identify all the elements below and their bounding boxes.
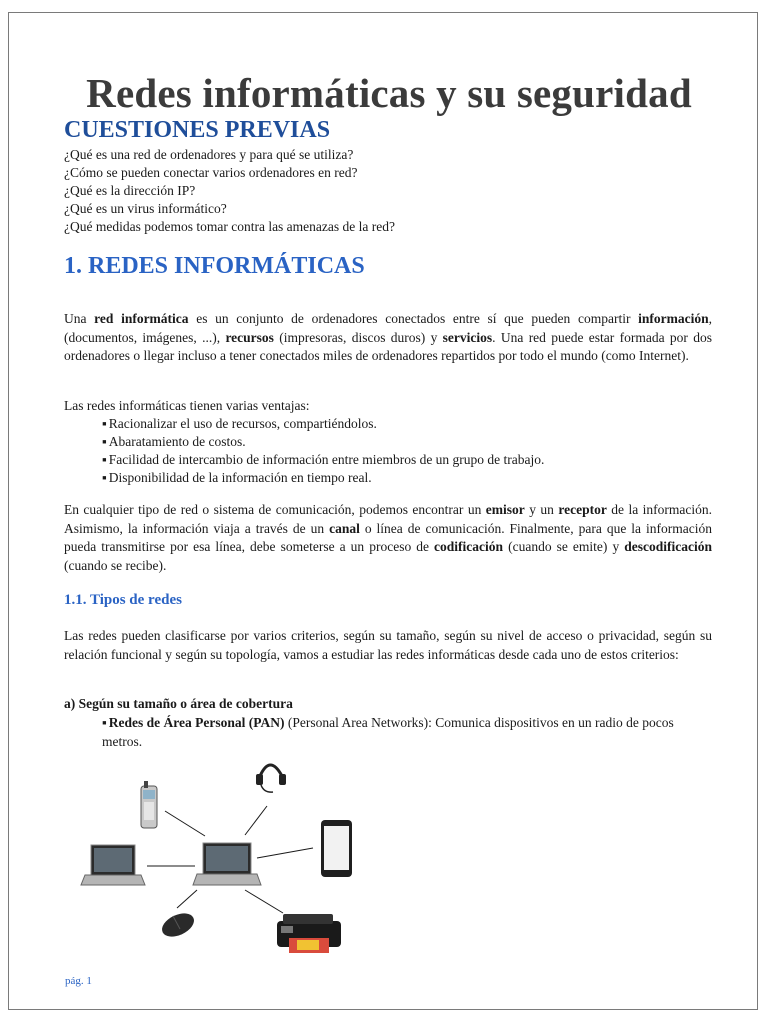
pan-network-diagram: [77, 748, 377, 963]
smartphone-icon: [321, 820, 352, 877]
question-item: ¿Qué es una red de ordenadores y para qué se utiliza?: [64, 147, 354, 162]
previous-questions-heading: CUESTIONES PREVIAS: [64, 117, 331, 143]
question-item: ¿Cómo se pueden conectar varios ordenadores en red?: [64, 165, 358, 180]
page-title: Redes informáticas y su seguridad: [86, 70, 692, 116]
headset-icon: [256, 765, 286, 792]
cordless-phone-icon: [141, 781, 157, 828]
advantages-intro: Las redes informáticas tienen varias ventajas:: [64, 398, 310, 413]
pan-description: ▪ Redes de Área Personal (PAN) (Personal Area Networks): Comunica dispositivos en un radio de pocos metros.: [102, 714, 712, 751]
question-item: ¿Qué medidas podemos tomar contra las amenazas de la red?: [64, 219, 395, 234]
advantage-item: ▪ Abaratamiento de costos.: [102, 433, 544, 451]
advantage-item: ▪ Facilidad de intercambio de información entre miembros de un grupo de trabajo.: [102, 451, 544, 469]
laptop-center-icon: [193, 843, 261, 885]
section-1-heading: 1. REDES INFORMÁTICAS: [64, 253, 365, 279]
laptop-left-icon: [81, 845, 145, 885]
printer-icon: [277, 914, 341, 953]
advantage-item: ▪ Racionalizar el uso de recursos, compartiéndolos.: [102, 415, 544, 433]
question-item: ¿Qué es la dirección IP?: [64, 183, 196, 198]
question-item: ¿Qué es un virus informático?: [64, 201, 227, 216]
section-1-1-heading: 1.1. Tipos de redes: [64, 592, 182, 608]
document-page: [8, 12, 758, 1010]
mouse-icon: [158, 909, 197, 941]
communication-paragraph: En cualquier tipo de red o sistema de comunicación, podemos encontrar un emisor y un receptor de la información. Asimismo, la información viaja a través de un canal o línea de comunicación. Finalmente, para que la información pueda transmitirse por esa línea, debe someterse a un proceso de codificación (cuando se emite) y descodificación (cuando se recibe).: [64, 502, 713, 573]
network-definition-paragraph: Una red informática es un conjunto de ordenadores conectados entre sí que pueden compartir información, (documentos, imágenes, ...), recursos (impresoras, discos duros) y servicios. Una red puede estar formada por dos ordenadores o llegar incluso a tener conectados miles de ordenadores repartidos por todo el mundo (como Internet).: [64, 311, 712, 363]
page-number: pág. 1: [65, 975, 92, 987]
network-types-intro: Las redes pueden clasificarse por varios criterios, según su tamaño, según su nivel de acceso o privacidad, según su relación funcional y según su topología, vamos a estudiar las redes informáticas desde cada uno de estos criterios:: [64, 628, 712, 662]
advantages-list: [102, 415, 544, 487]
criterion-a-heading: a) Según su tamaño o área de cobertura: [64, 696, 293, 711]
previous-questions-list: [64, 146, 395, 236]
advantage-item: ▪ Disponibilidad de la información en tiempo real.: [102, 469, 544, 487]
